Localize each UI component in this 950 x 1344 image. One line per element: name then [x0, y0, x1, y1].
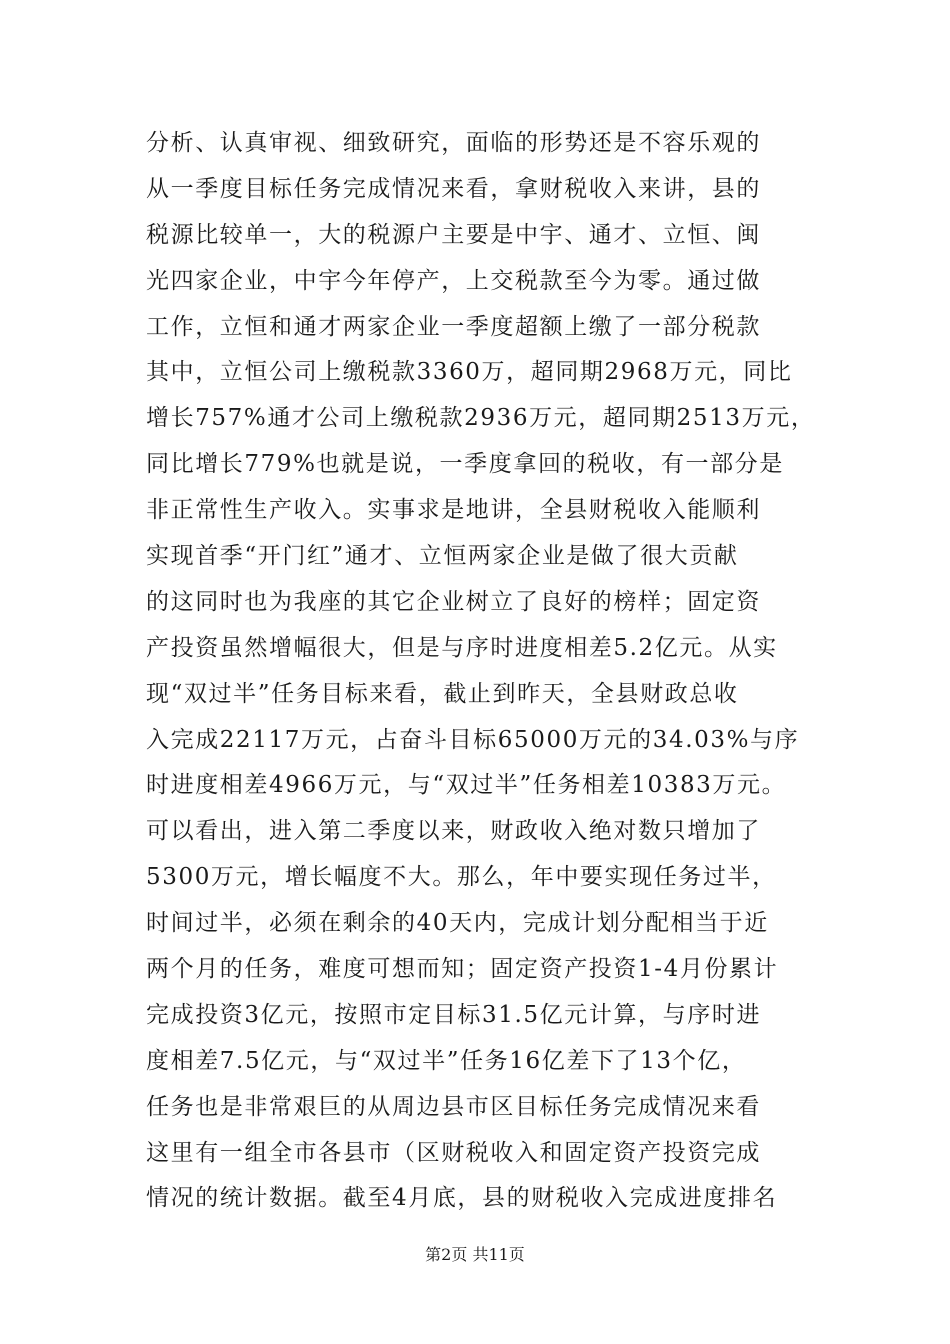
page-number: 第2页 共11页	[425, 1245, 525, 1264]
text-line: 分析、认真审视、细致研究，面临的形势还是不容乐观的	[146, 130, 761, 156]
text-line: 产投资虽然增幅很大，但是与序时进度相差5.2亿元。从实	[146, 634, 778, 661]
text-line: 其中，立恒公司上缴税款3360万，超同期2968万元，同比	[146, 359, 793, 386]
body-text	[146, 121, 816, 1222]
text-line: 任务也是非常艰巨的从周边县市区目标任务完成情况来看	[146, 1093, 761, 1120]
text-line: 两个月的任务，难度可想而知；固定资产投资1-4月份累计	[146, 956, 779, 983]
text-line: 税源比较单一，大的税源户主要是中宇、通才、立恒、闽	[146, 221, 761, 248]
text-line: 这里有一组全市各县市（区财税收入和固定资产投资完成	[146, 1139, 761, 1166]
text-line: 度相差7.5亿元，与“双过半”任务16亿差下了13个亿，	[146, 1047, 747, 1074]
text-line: 时间过半，必须在剩余的40天内，完成计划分配相当于近	[146, 910, 769, 937]
text-line: 5300万元，增长幅度不大。那么，年中要实现任务过半，	[146, 864, 777, 891]
text-line: 同比增长779%也就是说，一季度拿回的税收，有一部分是	[146, 451, 784, 478]
text-line: 完成投资3亿元，按照市定目标31.5亿元计算，与序时进	[146, 1001, 762, 1028]
text-line: 入完成22117万元，占奋斗目标65000万元的34.03%与序	[146, 726, 800, 753]
text-line: 时进度相差4966万元，与“双过半”任务相差10383万元。	[146, 772, 787, 799]
text-line: 从一季度目标任务完成情况来看，拿财税收入来讲，县的	[146, 175, 761, 202]
text-line: 光四家企业，中宇今年停产，上交税款至今为零。通过做	[146, 267, 761, 294]
text-line: 情况的统计数据。截至4月底，县的财税收入完成进度排名	[146, 1185, 778, 1212]
text-line: 现“双过半”任务目标来看，截止到昨天，全县财政总收	[146, 680, 739, 707]
page-footer	[0, 1242, 950, 1265]
text-line: 工作，立恒和通才两家企业一季度超额上缴了一部分税款	[146, 313, 761, 340]
text-line: 增长757%通才公司上缴税款2936万元，超同期2513万元，	[146, 405, 816, 432]
text-line: 可以看出，进入第二季度以来，财政收入绝对数只增加了	[146, 818, 761, 845]
text-line: 的这同时也为我座的其它企业树立了良好的榜样；固定资	[146, 588, 761, 615]
text-line: 非正常性生产收入。实事求是地讲，全县财税收入能顺利	[146, 497, 761, 524]
text-line: 实现首季“开门红”通才、立恒两家企业是做了很大贡献	[146, 543, 739, 570]
